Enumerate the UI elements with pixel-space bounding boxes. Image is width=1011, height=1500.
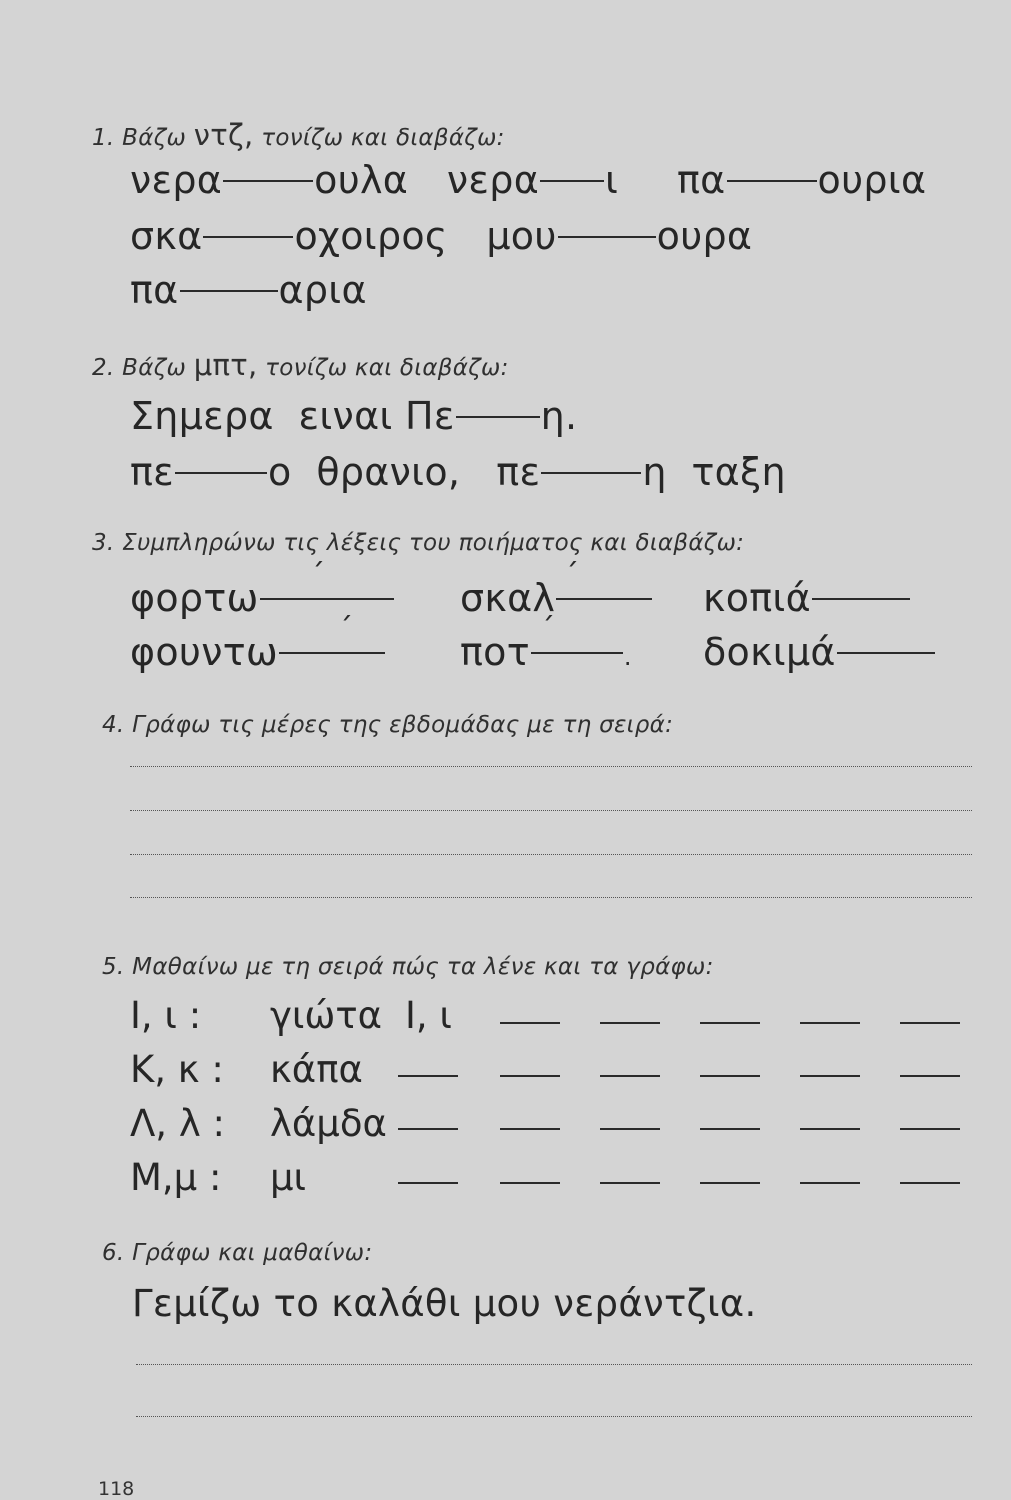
letter-row-mu-letter: Μ,μ : [130, 1156, 222, 1199]
accent-mark: ´ [338, 612, 353, 647]
writing-line[interactable] [130, 854, 972, 855]
ex1-instr-post: τονίζω και διαβάζω: [261, 125, 505, 151]
fill-blank[interactable] [800, 1128, 860, 1130]
ex1-line-3 [130, 268, 367, 312]
ex4-instruction [102, 712, 673, 738]
ex2-line-1 [130, 394, 577, 438]
ex2-line2-w2-pre: πε [496, 450, 541, 494]
ex2-instr-post: τονίζω και διαβάζω: [265, 355, 509, 381]
ex1-letters: ντζ, [193, 118, 254, 152]
ex1-word-4-pre: σκα [130, 214, 203, 258]
writing-line[interactable] [130, 897, 972, 898]
ex1-word-2-pre: νερα [446, 158, 540, 202]
ex2-line-2 [130, 450, 786, 494]
letter-row-mu-name: μι [270, 1156, 307, 1199]
ex1-word-6-pre: πα [130, 268, 179, 312]
fill-blank[interactable] [500, 1182, 560, 1184]
fill-blank[interactable] [900, 1128, 960, 1130]
accent-mark: ´ [564, 558, 579, 593]
ex6-instruction [102, 1240, 372, 1266]
accent-mark: ´ [540, 612, 555, 647]
ex1-word-5-pre: μου [486, 214, 557, 258]
ex6-number: 6. [102, 1240, 125, 1266]
fill-blank[interactable] [456, 416, 540, 418]
fill-blank[interactable] [556, 598, 652, 600]
ex1-word-3-pre: πα [677, 158, 726, 202]
fill-blank[interactable] [541, 472, 641, 474]
letter-row-kappa-letter: Κ, κ : [130, 1048, 224, 1091]
fill-blank[interactable] [500, 1128, 560, 1130]
fill-blank[interactable] [558, 236, 656, 238]
ex1-word-1-pre: νερα [130, 158, 223, 202]
letter-row-iota-name: γιώτα [270, 994, 383, 1037]
fill-blank[interactable] [900, 1182, 960, 1184]
fill-blank[interactable] [800, 1182, 860, 1184]
ex5-instr: Μαθαίνω με τη σειρά πώς τα λένε και τα γράφω: [132, 954, 714, 980]
writing-line[interactable] [130, 810, 972, 811]
fill-blank[interactable] [279, 652, 385, 654]
ex3-word-2 [460, 576, 653, 620]
ex4-instr: Γράφω τις μέρες της εβδομάδας με τη σειρά: [132, 712, 674, 738]
fill-blank[interactable] [727, 180, 817, 182]
fill-blank[interactable] [812, 598, 910, 600]
fill-blank[interactable] [175, 472, 267, 474]
fill-blank[interactable] [398, 1182, 458, 1184]
ex2-line2-w2-post: η ταξη [642, 450, 786, 494]
ex1-line-1 [130, 158, 926, 202]
ex3-word-3 [703, 576, 911, 620]
letter-row-lambda-letter: Λ, λ : [130, 1102, 225, 1145]
fill-blank[interactable] [223, 180, 313, 182]
ex1-word-1-post: ουλα [314, 158, 409, 202]
ex2-line1-pre: Σημερα ειναι Πε [130, 394, 455, 438]
writing-line[interactable] [136, 1364, 972, 1365]
ex3-word-text: φορτω [130, 576, 259, 620]
writing-line[interactable] [130, 766, 972, 767]
letter-row-iota-example: Ι, ι [405, 994, 452, 1037]
writing-line[interactable] [136, 1416, 972, 1417]
ex3-word-text: δοκιμά [703, 630, 836, 674]
ex1-word-2-post: ι [605, 158, 619, 202]
ex3-word-1 [130, 576, 395, 620]
ex3-instruction [92, 530, 744, 556]
ex3-word-text: φουντω [130, 630, 279, 674]
ex5-number: 5. [102, 954, 125, 980]
fill-blank[interactable] [260, 598, 394, 600]
ex1-number: 1. [92, 125, 115, 151]
fill-blank[interactable] [800, 1075, 860, 1077]
fill-blank[interactable] [203, 236, 293, 238]
ex3-word-text: σκαλ [460, 576, 556, 620]
fill-blank[interactable] [900, 1075, 960, 1077]
fill-blank[interactable] [600, 1022, 660, 1024]
fill-blank[interactable] [500, 1022, 560, 1024]
ex2-letters: μπτ, [193, 348, 258, 382]
fill-blank[interactable] [531, 652, 623, 654]
fill-blank[interactable] [600, 1075, 660, 1077]
ex1-word-5-post: ουρα [656, 214, 753, 258]
fill-blank[interactable] [700, 1022, 760, 1024]
ex2-number: 2. [92, 355, 115, 381]
fill-blank[interactable] [398, 1075, 458, 1077]
fill-blank[interactable] [180, 290, 278, 292]
fill-blank[interactable] [540, 180, 604, 182]
fill-blank[interactable] [500, 1075, 560, 1077]
ex3-word-text: ποτ [460, 630, 530, 674]
ex1-instr-pre: Βάζω [122, 125, 187, 151]
fill-blank[interactable] [700, 1075, 760, 1077]
ex6-sentence: Γεμίζω το καλάθι μου νεράντζια. [132, 1282, 757, 1325]
ex6-instr: Γράφω και μαθαίνω: [132, 1240, 373, 1266]
ex3-word-5: ποτ . [460, 630, 632, 674]
letter-row-kappa-name: κάπα [270, 1048, 363, 1091]
ex2-instr-pre: Βάζω [122, 355, 187, 381]
fill-blank[interactable] [600, 1128, 660, 1130]
fill-blank[interactable] [398, 1128, 458, 1130]
ex5-instruction [102, 954, 714, 980]
ex3-instr: Συμπληρώνω τις λέξεις του ποιήματος και διαβάζω: [122, 530, 745, 556]
ex2-line2-w1-post: ο θρανιο, [268, 450, 461, 494]
fill-blank[interactable] [700, 1128, 760, 1130]
ex2-instruction [92, 348, 509, 382]
fill-blank[interactable] [600, 1182, 660, 1184]
letter-row-iota-letter: Ι, ι : [130, 994, 202, 1037]
ex1-word-4-post: οχοιρος [294, 214, 448, 258]
accent-mark: ´ [310, 558, 325, 593]
ex1-line-2 [130, 214, 752, 258]
ex3-word-6 [703, 630, 936, 674]
fill-blank[interactable] [700, 1182, 760, 1184]
fill-blank[interactable] [800, 1022, 860, 1024]
ex2-line1-post: η. [540, 394, 578, 438]
fill-blank[interactable] [837, 652, 935, 654]
ex1-word-6-post: αρια [278, 268, 367, 312]
ex1-instruction [92, 118, 505, 152]
ex3-word-text: κοπιά [703, 576, 811, 620]
ex3-number: 3. [92, 530, 115, 556]
ex4-number: 4. [102, 712, 125, 738]
ex2-line2-w1-pre: πε [130, 450, 175, 494]
page-number: 118 [98, 1478, 135, 1500]
letter-row-lambda-name: λάμδα [270, 1102, 387, 1145]
fill-blank[interactable] [900, 1022, 960, 1024]
ex1-word-3-post: ουρια [817, 158, 927, 202]
